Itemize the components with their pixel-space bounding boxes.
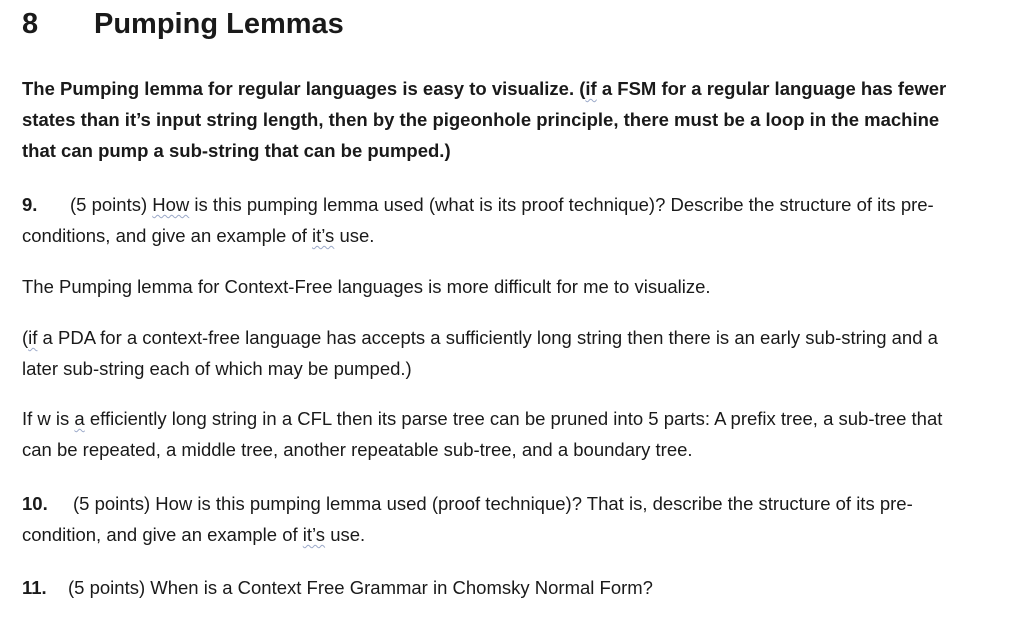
spellcheck-if-2: if (28, 327, 38, 348)
question-9: 9. (5 points) How is this pumping lemma used (what is its proof technique)? Describe the structure of its pre-conditions, and give an example of it’s use. (22, 189, 967, 251)
cfl-parse-tree-description: If w is a efficiently long string in a CFL then its parse tree can be pruned into 5 parts: A prefix tree, a sub-tree that can be repeated, a middle tree, another repeatable sub-tree, and a boundary tree. (22, 408, 943, 460)
section-number: 8 (22, 8, 39, 40)
spellcheck-if: if (585, 78, 597, 99)
question-10: 10. (5 points) How is this pumping lemma used (proof technique)? That is, describe the structure of its pre-condition, and give an example of it’s use. (22, 488, 967, 550)
regular-lemma-intro: The Pumping lemma for regular languages is easy to visualize. (if a FSM for a regular language has fewer states than it’s input string length, then by the pigeonhole principle, there must be a loop in the machine that can pump a sub-string that can be pumped.) (22, 78, 947, 161)
spellcheck-a: a (74, 408, 85, 429)
question-9-number: 9. (22, 194, 38, 215)
section-heading (22, 8, 344, 41)
cfl-lemma-intro: The Pumping lemma for Context-Free languages is more difficult for me to visualize. (22, 276, 711, 297)
cfl-lemma-parenthetical: (if a PDA for a context-free language has accepts a sufficiently long string then there is an early sub-string and a later sub-string each of which may be pumped.) (22, 327, 938, 379)
question-11: 11. (5 points) When is a Context Free Grammar in Chomsky Normal Form? (22, 572, 967, 603)
section-title: Pumping Lemmas (94, 8, 344, 40)
question-10-number: 10. (22, 493, 48, 514)
spellcheck-its-2: it’s (302, 524, 326, 545)
spellcheck-its: it’s (312, 225, 335, 246)
spellcheck-how: How (152, 194, 190, 215)
question-11-number: 11. (22, 577, 47, 598)
